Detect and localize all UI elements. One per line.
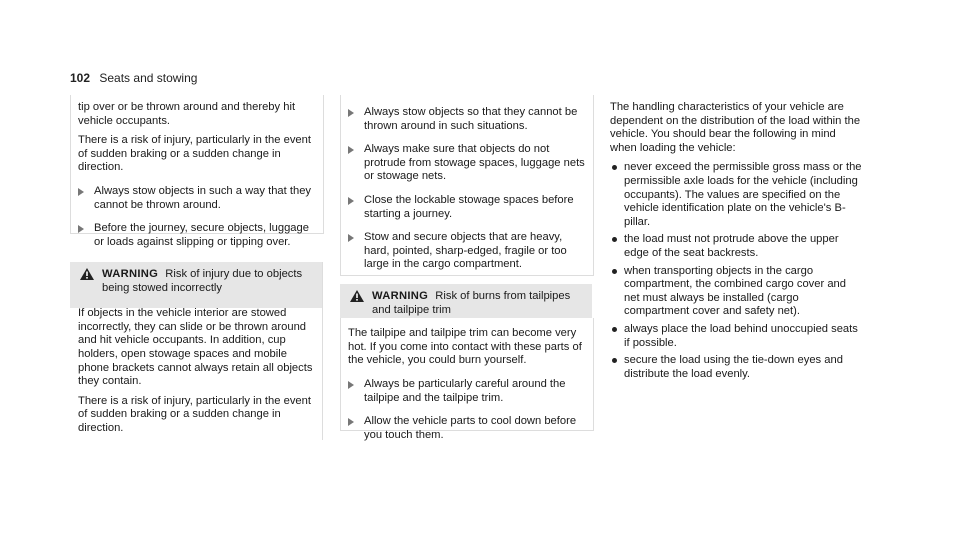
step-item: Always make sure that objects do not protrude from stowage spaces, luggage nets or stowage nets. bbox=[348, 143, 588, 184]
warning-heading bbox=[348, 290, 588, 317]
step-item: Always stow objects in such a way that they cannot be thrown around. bbox=[78, 185, 318, 212]
warning-label: WARNING bbox=[102, 268, 159, 280]
list-item: the load must not protrude above the upper edge of the seat backrests. bbox=[610, 233, 862, 260]
paragraph: If objects in the vehicle interior are stowed incorrectly, they can slide or be thrown around and hit vehicle occupants. In addition, cup holders, open stowage spaces and mobile phone brackets cannot always retain all objects they contain. bbox=[78, 307, 313, 388]
warning-heading bbox=[78, 268, 318, 295]
step-item: Always be particularly careful around the tailpipe and the tailpipe trim. bbox=[348, 378, 588, 405]
arrow-icon bbox=[348, 109, 354, 117]
arrow-icon bbox=[78, 225, 84, 233]
arrow-icon bbox=[348, 418, 354, 426]
warning-title: Risk of burns from tailpipes and tailpipe trim bbox=[372, 290, 571, 316]
bullet-dot-icon bbox=[612, 165, 617, 170]
list-item: secure the load using the tie-down eyes and distribute the load evenly. bbox=[610, 354, 862, 381]
column-1-warning bbox=[78, 268, 318, 442]
arrow-icon bbox=[348, 146, 354, 154]
paragraph: The handling characteristics of your vehicle are dependent on the distribution of the load within the vehicle. You should bear the following in mind when loading the vehicle: bbox=[610, 101, 861, 154]
column-3 bbox=[610, 101, 862, 385]
arrow-icon bbox=[348, 381, 354, 389]
list-item: when transporting objects in the cargo compartment, the combined cargo cover and net must always be installed (cargo compartment cover and safety net). bbox=[610, 265, 862, 319]
bullet-dot-icon bbox=[612, 237, 617, 242]
step-item: Close the lockable stowage spaces before starting a journey. bbox=[348, 194, 588, 221]
list-item: always place the load behind unoccupied seats if possible. bbox=[610, 323, 862, 350]
arrow-icon bbox=[348, 197, 354, 205]
page-number: 102 bbox=[70, 71, 91, 85]
column-2-top bbox=[348, 96, 588, 272]
step-item: Allow the vehicle parts to cool down before you touch them. bbox=[348, 415, 588, 442]
paragraph: There is a risk of injury, particularly in the event of sudden braking or a sudden change in direction. bbox=[78, 394, 311, 434]
loading-list bbox=[610, 161, 862, 381]
column-2-warning bbox=[348, 290, 588, 442]
arrow-icon bbox=[348, 234, 354, 242]
paragraph: The tailpipe and tailpipe trim can become very hot. If you come into contact with these parts of the vehicle, you could burn yourself. bbox=[348, 327, 582, 367]
column-divider bbox=[322, 262, 323, 440]
step-item: Always stow objects so that they cannot be thrown around in such situations. bbox=[348, 106, 588, 133]
bullet-dot-icon bbox=[612, 327, 617, 332]
column-1-top bbox=[78, 101, 318, 249]
section-title: Seats and stowing bbox=[99, 71, 198, 85]
warning-title: Risk of injury due to objects being stowed incorrectly bbox=[102, 268, 303, 294]
step-item: Before the journey, secure objects, luggage or loads against slipping or tipping over. bbox=[78, 222, 318, 249]
page-header bbox=[70, 71, 197, 85]
paragraph: tip over or be thrown around and thereby hit vehicle occupants. bbox=[78, 101, 296, 127]
arrow-icon bbox=[78, 188, 84, 196]
warning-triangle-icon bbox=[80, 268, 94, 280]
warning-triangle-icon bbox=[350, 290, 364, 302]
step-item: Stow and secure objects that are heavy, hard, pointed, sharp-edged, fragile or too large in the cargo compartment. bbox=[348, 231, 588, 272]
list-item: never exceed the permissible gross mass or the permissible axle loads for the vehicle (including occupants). The values are specified on the vehicle identification plate on the vehicle's B-pillar. bbox=[610, 161, 862, 229]
warning-label: WARNING bbox=[372, 290, 429, 302]
bullet-dot-icon bbox=[612, 358, 617, 363]
paragraph: There is a risk of injury, particularly in the event of sudden braking or a sudden change in direction. bbox=[78, 134, 311, 174]
bullet-dot-icon bbox=[612, 269, 617, 274]
